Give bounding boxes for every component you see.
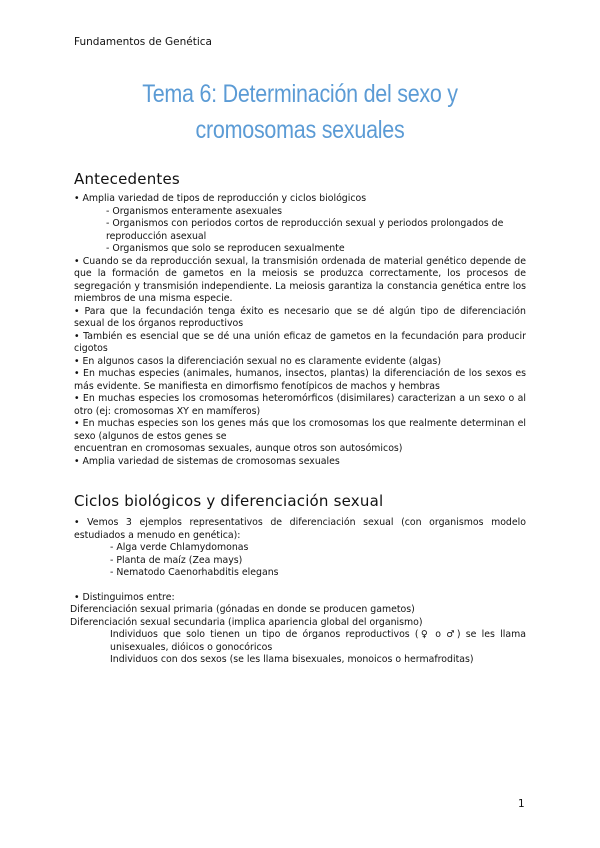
paragraph: • En algunos casos la diferenciación sexual no es claramente evidente (algas): [74, 355, 441, 367]
paragraph: • Cuando se da reproducción sexual, la transmisión ordenada de material genético depende de que la formación de gametos en la meiosis se produzca correctamente, los procesos de segregación y transmisión independiente. La meiosis garantiza la constancia genética entre los miembros de una misma especie.: [74, 255, 526, 304]
paragraph: Individuos con dos sexos (se les llama bisexuales, monoicos o hermafroditas): [110, 654, 474, 665]
section-body-ciclos: [70, 517, 526, 667]
paragraph: encuentran en cromosomas sexuales, aunque otros son autosómicos): [74, 443, 403, 454]
list-item: - Nematodo Caenorhabditis elegans: [110, 567, 279, 578]
spacer: [74, 580, 526, 592]
paragraph: • Vemos 3 ejemplos representativos de diferenciación sexual (con organismos modelo estudiados a menudo en genética):: [74, 517, 526, 541]
list-item: - Organismos enteramente asexuales: [106, 205, 283, 217]
list-item: - Organismos con periodos cortos de reproducción sexual y periodos prolongados de reproducción asexual: [106, 218, 504, 242]
section-heading-antecedentes: Antecedentes: [74, 170, 180, 188]
page-number: 1: [518, 798, 525, 810]
paragraph: • También es esencial que se dé una unión eficaz de gametos en la fecundación para producir cigotos: [74, 330, 526, 354]
paragraph: • Para que la fecundación tenga éxito es necesario que se dé algún tipo de diferenciación sexual de los órganos reproductivos: [74, 305, 526, 329]
paragraph: Individuos que solo tienen un tipo de órganos reproductivos (♀ o ♂) se les llama unisexuales, dióicos o gonocóricos: [110, 629, 526, 653]
list-item: - Organismos que solo se reproducen sexualmente: [106, 243, 345, 254]
paragraph: Diferenciación sexual primaria (gónadas en donde se producen gametos): [70, 604, 415, 615]
paragraph: • Amplia variedad de sistemas de cromosomas sexuales: [74, 455, 340, 467]
section-heading-ciclos: Ciclos biológicos y diferenciación sexual: [74, 492, 384, 510]
section-body-antecedentes: [74, 193, 526, 468]
page-title: Tema 6: Determinación del sexo y cromosomas sexuales: [142, 80, 458, 144]
paragraph: Diferenciación sexual secundaria (implica apariencia global del organismo): [70, 616, 423, 628]
paragraph: • En muchas especies los cromosomas heteromórficos (disimilares) caracterizan a un sexo o al otro (ej: cromosomas XY en mamíferos): [74, 393, 526, 417]
paragraph: • Amplia variedad de tipos de reproducción y ciclos biológicos: [74, 193, 367, 204]
paragraph: • En muchas especies son los genes más que los cromosomas los que realmente determinan el sexo (algunos de estos genes se: [74, 418, 526, 442]
paragraph: • Distinguimos entre:: [74, 591, 175, 603]
list-item: - Alga verde Chlamydomonas: [110, 542, 249, 553]
paragraph: • En muchas especies (animales, humanos, insectos, plantas) la diferenciación de los sexos es más evidente. Se manifiesta en dimorfismo fenotípicos de machos y hembras: [74, 368, 526, 392]
list-item: - Planta de maíz (Zea mays): [110, 554, 243, 566]
running-header: Fundamentos de Genética: [74, 36, 212, 48]
